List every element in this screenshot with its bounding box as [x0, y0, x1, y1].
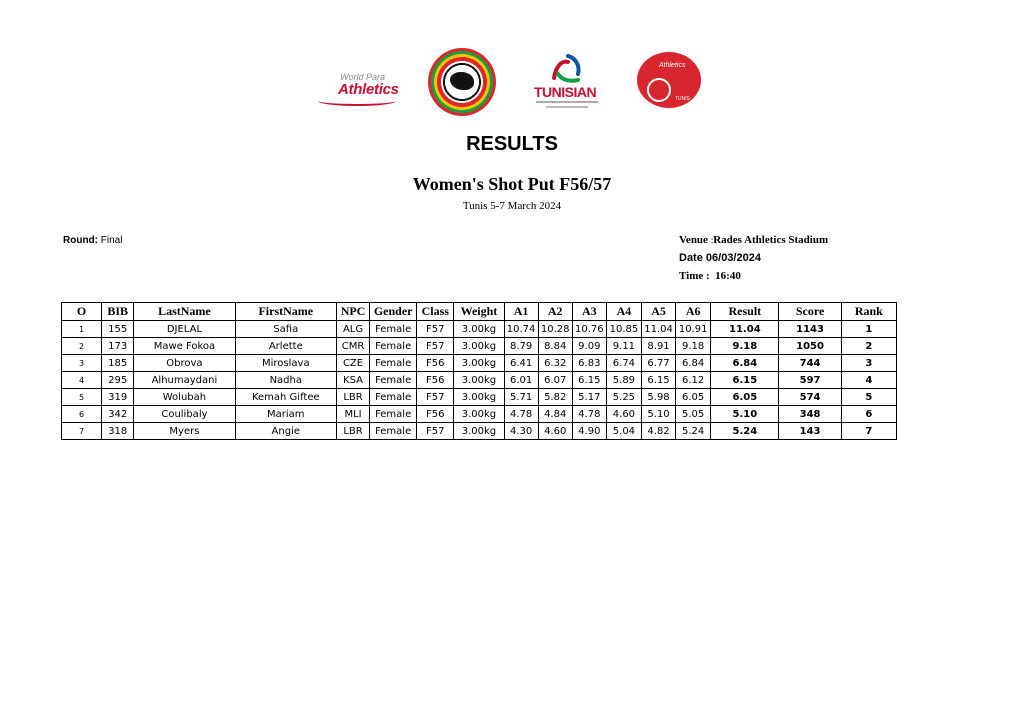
column-header-a1: A1 [504, 303, 538, 321]
page-title: RESULTS [466, 133, 558, 155]
cell-gender: Female [370, 389, 417, 406]
column-header-a6: A6 [676, 303, 711, 321]
cell-a5: 5.98 [641, 389, 675, 406]
cell-a1: 10.74 [504, 321, 538, 338]
cell-class: F56 [417, 355, 454, 372]
cell-gender: Female [370, 338, 417, 355]
column-header-a4: A4 [606, 303, 641, 321]
cell-firstname: Kemah Giftee [235, 389, 336, 406]
cell-o: 6 [62, 406, 102, 423]
cell-a6: 5.05 [676, 406, 711, 423]
cell-firstname: Angie [235, 423, 336, 440]
cell-a4: 10.85 [606, 321, 641, 338]
round-value: Final [100, 235, 123, 246]
cell-o: 4 [62, 372, 102, 389]
cell-rank: 4 [841, 372, 896, 389]
cell-a3: 6.15 [572, 372, 606, 389]
cell-result: 6.05 [711, 389, 779, 406]
cell-result: 9.18 [711, 338, 779, 355]
committee-subtext-line-2 [546, 106, 588, 108]
cell-bib: 155 [102, 321, 134, 338]
cell-a1: 6.41 [504, 355, 538, 372]
time-value: 16:40 [715, 270, 741, 282]
cell-gender: Female [370, 406, 417, 423]
cell-a3: 4.78 [572, 406, 606, 423]
logo-strip [0, 44, 1024, 116]
event-title: Women's Shot Put F56/57 [412, 174, 612, 194]
cell-a3: 9.09 [572, 338, 606, 355]
cell-score: 348 [779, 406, 841, 423]
cell-a2: 4.60 [538, 423, 572, 440]
column-header-rank: Rank [841, 303, 896, 321]
cell-rank: 3 [841, 355, 896, 372]
cell-rank: 6 [841, 406, 896, 423]
cell-rank: 2 [841, 338, 896, 355]
cell-a5: 5.10 [641, 406, 675, 423]
wheelchair-icon [647, 78, 671, 102]
tunisian-text: TUNISIAN [534, 84, 597, 100]
column-header-a2: A2 [538, 303, 572, 321]
venue-separator: : [710, 235, 714, 245]
results-table [61, 302, 897, 440]
cell-npc: CZE [336, 355, 369, 372]
column-header-firstname: FirstName [235, 303, 336, 321]
table-row [62, 338, 897, 355]
cell-a2: 8.84 [538, 338, 572, 355]
tunisian-paralympic-committee-logo [532, 52, 604, 114]
cell-lastname: Mawe Fokoa [134, 338, 235, 355]
athlete-figure-icon [450, 72, 474, 90]
table-row [62, 406, 897, 423]
cell-firstname: Arlette [235, 338, 336, 355]
cell-a1: 4.30 [504, 423, 538, 440]
cell-a4: 5.25 [606, 389, 641, 406]
table-row [62, 389, 897, 406]
cell-npc: LBR [336, 423, 369, 440]
cell-lastname: Alhumaydani [134, 372, 235, 389]
cell-a4: 9.11 [606, 338, 641, 355]
column-header-a5: A5 [641, 303, 675, 321]
cell-a2: 4.84 [538, 406, 572, 423]
column-header-npc: NPC [336, 303, 369, 321]
cell-result: 11.04 [711, 321, 779, 338]
cell-a4: 6.74 [606, 355, 641, 372]
cell-a5: 6.15 [641, 372, 675, 389]
cell-score: 143 [779, 423, 841, 440]
cell-o: 1 [62, 321, 102, 338]
cell-a2: 6.07 [538, 372, 572, 389]
cell-weight: 3.00kg [454, 321, 504, 338]
cell-lastname: Wolubah [134, 389, 235, 406]
cell-bib: 342 [102, 406, 134, 423]
cell-result: 5.24 [711, 423, 779, 440]
cell-a5: 4.82 [641, 423, 675, 440]
cell-lastname: DJELAL [134, 321, 235, 338]
committee-subtext-line [536, 101, 598, 103]
table-row [62, 321, 897, 338]
cell-firstname: Safia [235, 321, 336, 338]
location-date: Tunis 5-7 March 2024 [462, 200, 562, 212]
cell-a3: 5.17 [572, 389, 606, 406]
cell-a5: 11.04 [641, 321, 675, 338]
cell-o: 7 [62, 423, 102, 440]
wpa-top-text: World Para [340, 72, 386, 82]
cell-a1: 6.01 [504, 372, 538, 389]
cell-a6: 6.12 [676, 372, 711, 389]
cell-class: F56 [417, 372, 454, 389]
column-header-bib: BIB [102, 303, 134, 321]
cell-score: 1143 [779, 321, 841, 338]
column-header-class: Class [417, 303, 454, 321]
cell-lastname: Myers [134, 423, 235, 440]
column-header-a3: A3 [572, 303, 606, 321]
wpa-main-text: Athletics [338, 81, 399, 98]
cell-class: F57 [417, 321, 454, 338]
cell-class: F57 [417, 338, 454, 355]
venue-value: Rades Athletics Stadium [713, 234, 829, 246]
cell-class: F57 [417, 423, 454, 440]
date-info: Date 06/03/2024 [679, 252, 761, 264]
cell-a3: 6.83 [572, 355, 606, 372]
cell-bib: 318 [102, 423, 134, 440]
cell-gender: Female [370, 355, 417, 372]
column-header-o: O [62, 303, 102, 321]
cell-class: F56 [417, 406, 454, 423]
cell-bib: 185 [102, 355, 134, 372]
cell-bib: 173 [102, 338, 134, 355]
cell-npc: CMR [336, 338, 369, 355]
cell-a6: 5.24 [676, 423, 711, 440]
cell-o: 2 [62, 338, 102, 355]
cell-weight: 3.00kg [454, 389, 504, 406]
cell-weight: 3.00kg [454, 406, 504, 423]
cell-npc: LBR [336, 389, 369, 406]
tunis-logo-bottom-text: TUNIS [675, 96, 690, 102]
cell-rank: 5 [841, 389, 896, 406]
table-header-row [62, 303, 897, 321]
cell-firstname: Mariam [235, 406, 336, 423]
cell-gender: Female [370, 321, 417, 338]
agitos-icon [548, 52, 588, 84]
cell-weight: 3.00kg [454, 355, 504, 372]
cell-weight: 3.00kg [454, 338, 504, 355]
column-header-lastname: LastName [134, 303, 235, 321]
column-header-weight: Weight [454, 303, 504, 321]
time-label: Time : [679, 270, 710, 282]
round-label: Round: [63, 235, 98, 246]
cell-bib: 295 [102, 372, 134, 389]
cell-a1: 5.71 [504, 389, 538, 406]
cell-a4: 4.60 [606, 406, 641, 423]
cell-a5: 8.91 [641, 338, 675, 355]
cell-firstname: Nadha [235, 372, 336, 389]
cell-a6: 6.84 [676, 355, 711, 372]
cell-a6: 9.18 [676, 338, 711, 355]
cell-result: 6.15 [711, 372, 779, 389]
tunis-grand-prix-logo [637, 52, 703, 110]
cell-score: 744 [779, 355, 841, 372]
table-row [62, 355, 897, 372]
cell-score: 597 [779, 372, 841, 389]
table-row [62, 423, 897, 440]
cell-bib: 319 [102, 389, 134, 406]
cell-npc: KSA [336, 372, 369, 389]
cell-weight: 3.00kg [454, 423, 504, 440]
venue-label: Venue [679, 234, 708, 246]
venue-info [679, 234, 828, 246]
wpa-swoosh-icon [318, 96, 396, 106]
red-disc-icon [637, 52, 701, 108]
cell-rank: 7 [841, 423, 896, 440]
cell-rank: 1 [841, 321, 896, 338]
cell-a4: 5.89 [606, 372, 641, 389]
column-header-result: Result [711, 303, 779, 321]
cell-npc: ALG [336, 321, 369, 338]
cell-a3: 10.76 [572, 321, 606, 338]
cell-a3: 4.90 [572, 423, 606, 440]
time-info [679, 270, 741, 282]
cell-a2: 6.32 [538, 355, 572, 372]
cell-gender: Female [370, 372, 417, 389]
cell-a6: 10.91 [676, 321, 711, 338]
column-header-gender: Gender [370, 303, 417, 321]
cell-lastname: Obrova [134, 355, 235, 372]
cell-score: 574 [779, 389, 841, 406]
cell-a2: 5.82 [538, 389, 572, 406]
cell-a5: 6.77 [641, 355, 675, 372]
cell-weight: 3.00kg [454, 372, 504, 389]
table-row [62, 372, 897, 389]
cell-npc: MLI [336, 406, 369, 423]
cell-class: F57 [417, 389, 454, 406]
column-header-score: Score [779, 303, 841, 321]
cell-o: 5 [62, 389, 102, 406]
round-info [63, 235, 122, 246]
world-para-athletics-logo [312, 68, 408, 104]
ring-emblem-logo [428, 48, 496, 116]
cell-a6: 6.05 [676, 389, 711, 406]
cell-o: 3 [62, 355, 102, 372]
table-body [62, 321, 897, 440]
cell-firstname: Miroslava [235, 355, 336, 372]
cell-a1: 4.78 [504, 406, 538, 423]
cell-a2: 10.28 [538, 321, 572, 338]
cell-gender: Female [370, 423, 417, 440]
cell-result: 5.10 [711, 406, 779, 423]
cell-a4: 5.04 [606, 423, 641, 440]
cell-a1: 8.79 [504, 338, 538, 355]
cell-lastname: Coulibaly [134, 406, 235, 423]
cell-result: 6.84 [711, 355, 779, 372]
cell-score: 1050 [779, 338, 841, 355]
tunis-logo-top-text: Athletics [659, 62, 686, 69]
